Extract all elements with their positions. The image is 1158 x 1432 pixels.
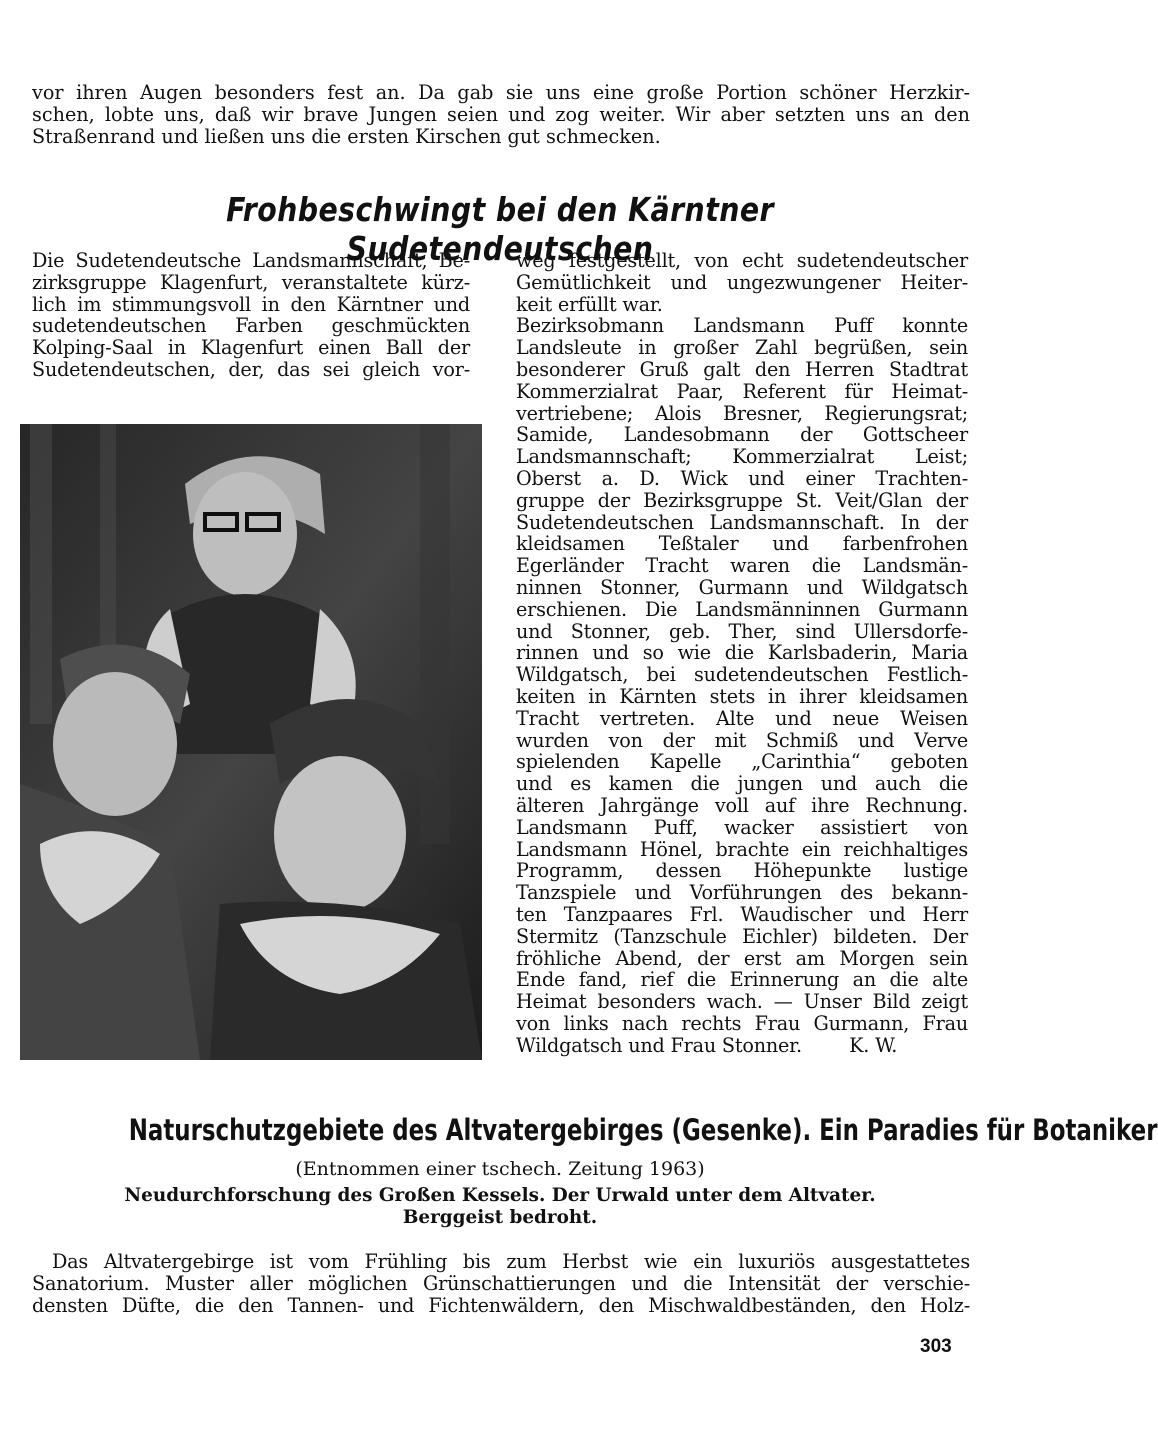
text-line: sudetendeutschen Farben geschmückten (32, 314, 470, 338)
text-line: Landsleute in großer Zahl begrüßen, sein (516, 336, 968, 360)
text-line: Samide, Landesobmann der Gottscheer (516, 423, 968, 447)
text-line: besonderer Gruß galt den Herren Stadtrat (516, 357, 968, 381)
text-line: und Stonner, geb. Ther, sind Ullersdorfe- (516, 619, 968, 643)
left-column (32, 250, 470, 381)
text-line: Landsmann Hönel, brachte ein reichhaltiges (516, 837, 968, 861)
text-line: Das Altvatergebirge ist vom Frühling bis zum Herbst wie ein luxuriös ausgestattetes (52, 1250, 970, 1273)
text-line: Ende fand, rief die Erinnerung an die alte (516, 968, 968, 992)
text-line: Kommerzialrat Paar, Referent für Heimat- (516, 379, 968, 403)
text-line: Sudetendeutschen Landsmannschaft. In der (516, 510, 968, 534)
text-line: ten Tanzpaares Frl. Waudischer und Herr (516, 902, 968, 926)
text-line: lich im stimmungsvoll in den Kärntner und (32, 292, 470, 316)
article-photo (20, 424, 482, 1060)
text-line: vertriebene; Alois Bresner, Regierungsrat; (516, 401, 968, 425)
text-line: keit erfüllt war. (516, 292, 663, 316)
photo-three-women-in-costume (20, 424, 482, 1060)
article-headline-2: Naturschutzgebiete des Altvatergebirges (Gesenke). Ein Paradies für Botaniker (128, 1113, 1158, 1147)
text-line: ninnen Stonner, Gurmann und Wildgatsch (516, 575, 968, 599)
subheadline-line: Neudurchforschung des Großen Kessels. Der Urwald unter dem Altvater. (124, 1185, 876, 1206)
intro-line: schen, lobte uns, daß wir brave Jungen seien und zog weiter. Wir aber setzten uns an den (32, 102, 970, 126)
text-line: Programm, dessen Höhepunkte lustige (516, 859, 968, 883)
text-line: und es kamen die jungen und auch die (516, 772, 968, 796)
text-line: zirksgruppe Klagenfurt, veranstaltete kürz- (32, 270, 470, 294)
text-line: Gemütlichkeit und ungezwungener Heiter- (516, 270, 968, 294)
right-column (516, 250, 968, 1056)
subheadline-line: Berggeist bedroht. (402, 1207, 598, 1228)
intro-line: Straßenrand und ließen uns die ersten Kirschen gut schmecken. (32, 124, 661, 148)
text-line: Heimat besonders wach. — Unser Bild zeigt (516, 990, 968, 1014)
text-line: Bezirksobmann Landsmann Puff konnte (516, 314, 968, 338)
text-line: Die Sudetendeutsche Landsmannschaft, Be- (32, 249, 470, 272)
text-line: Stermitz (Tanzschule Eichler) bildeten. Der (516, 924, 968, 948)
text-line: rinnen und so wie die Karlsbaderin, Maria (516, 641, 968, 665)
text-line: erschienen. Die Landsmänninnen Gurmann (516, 597, 968, 621)
article-2-body (32, 1251, 970, 1316)
text-line: älteren Jahrgänge voll auf ihre Rechnung. (516, 793, 968, 817)
text-line: gruppe der Bezirksgruppe St. Veit/Glan der (516, 488, 968, 512)
text-line: spielenden Kapelle „Carinthia“ geboten (516, 750, 968, 774)
text-line: Egerländer Tracht waren die Landsmän- (516, 554, 968, 578)
text-line: Kolping-Saal in Klagenfurt einen Ball der (32, 336, 470, 360)
page-number: 303 (920, 1336, 952, 1357)
article-source-note: (Entnommen einer tschech. Zeitung 1963) (295, 1158, 705, 1180)
article-subheadline (30, 1185, 970, 1229)
text-line: Wildgatsch, bei sudetendeutschen Festlich- (516, 663, 968, 687)
text-line: kleidsamen Teßtaler und farbenfrohen (516, 532, 968, 556)
text-line: fröhliche Abend, der erst am Morgen sein (516, 946, 968, 970)
text-line: Oberst a. D. Wick und einer Trachten- (516, 466, 968, 490)
text-line-signature: Wildgatsch und Frau Stonner. K. W. (516, 1033, 898, 1057)
text-line: von links nach rechts Frau Gurmann, Frau (516, 1011, 968, 1035)
text-line: Landsmannschaft; Kommerzialrat Leist; (516, 445, 968, 469)
article-headline: Frohbeschwingt bei den Kärntner Sudetendeutschen (226, 190, 774, 268)
text-line: Sanatorium. Muster aller möglichen Grünschattierungen und die Intensität der verschie- (32, 1271, 970, 1295)
text-line: wurden von der mit Schmiß und Verve (516, 728, 968, 752)
intro-line: vor ihren Augen besonders fest an. Da gab sie uns eine große Portion schöner Herzkir- (32, 81, 970, 104)
text-line: keiten in Kärnten stets in ihrer kleidsamen (516, 684, 968, 708)
text-line: Tanzspiele und Vorführungen des bekann- (516, 881, 968, 905)
text-line: densten Düfte, die den Tannen- und Fichtenwäldern, den Mischwaldbeständen, den Holz- (32, 1293, 970, 1317)
text-line: Sudetendeutschen, der, das sei gleich vor- (32, 357, 470, 381)
text-line: Tracht vertreten. Alte und neue Weisen (516, 706, 968, 730)
intro-paragraph (32, 82, 970, 147)
text-line: weg festgestellt, von echt sudetendeutscher (516, 249, 968, 272)
text-line: Landsmann Puff, wacker assistiert von (516, 815, 968, 839)
